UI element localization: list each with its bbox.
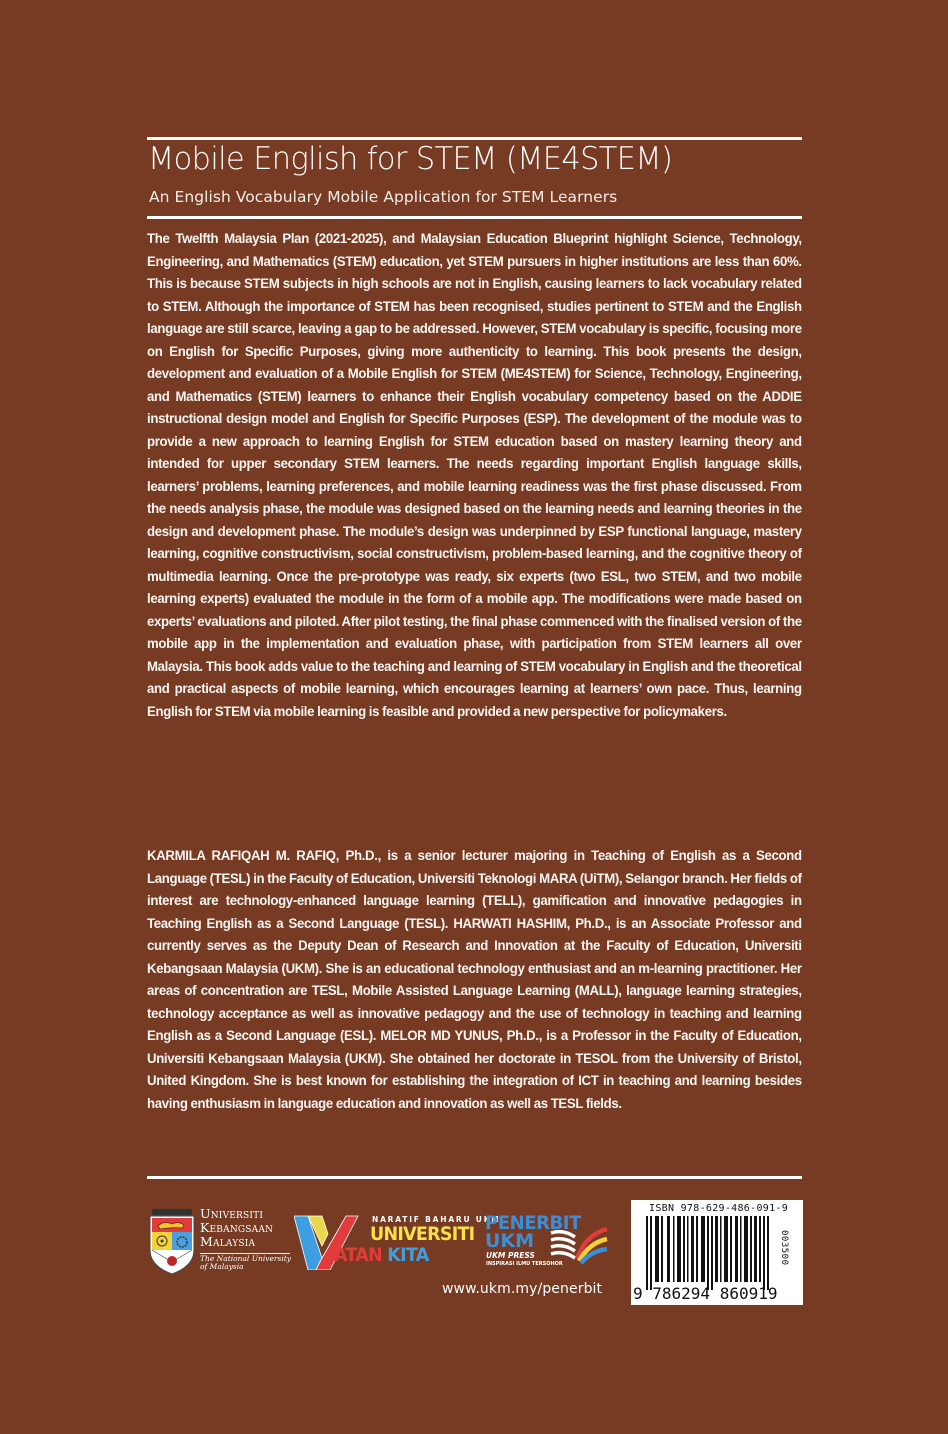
penerbit-press: UKM PRESS bbox=[486, 1251, 535, 1260]
ukm-logo bbox=[148, 1206, 293, 1276]
authors-bio-paragraph: KARMILA RAFIQAH M. RAFIQ, Ph.D., is a senior lecturer majoring in Teaching of English as a Second Language (TESL) in the Faculty of Education, Universiti Teknologi MARA (UiTM), Selangor branch. Her fields of interest are technology-enhanced language learning (TELL), gamification and innovative pedagogies in Teaching English as a Second Language (TESL). HARWATI HASHIM, Ph.D., is an Associate Professor and currently serves as the Deputy Dean of Research and Innovation at the Faculty of Education, Universiti Kebangsaan Malaysia (UKM). She is an educational technology enthusiast and an m-learning practitioner. Her areas of concentration are TESL, Mobile Assisted Language Learning (MALL), language learning strategies, technology acceptance as well as innovative pedagogy and the use of technology in teaching and learning English as a Second Language (ESL). MELOR MD YUNUS, Ph.D., is a Professor in the Faculty of Education, Universiti Kebangsaan Malaysia (UKM). She obtained her doctorate in TESOL from the University of Bristol, United Kingdom. She is best known for establishing the integration of ICT in teaching and learning besides having enthusiasm in language education and innovation as well as TESL fields. bbox=[147, 848, 802, 1112]
ukm-tagline bbox=[200, 1255, 291, 1271]
penerbit-tagline: INSPIRASI ILMU TERSOHOR bbox=[486, 1261, 563, 1267]
ukm-line-2: Kebangsaan bbox=[200, 1220, 274, 1235]
uwk-watan-kita-text bbox=[334, 1244, 429, 1266]
bottom-rule bbox=[147, 1176, 802, 1179]
synopsis-paragraph: The Twelfth Malaysia Plan (2021-2025), and Malaysian Education Blueprint highlight Science, Technology, Engineering, and Mathematics (STEM) education, yet STEM pursuers in higher institutions are less than 60%. This is because STEM subjects in high schools are not in English, causing learners to lack vocabulary related to STEM. Although the importance of STEM has been recognised, studies pertinent to STEM and the English language are still scarce, leaving a gap to be addressed. However, STEM vocabulary is specific, focusing more on English for Specific Purposes, giving more authenticity to learning. This book presents the design, development and evaluation of a Mobile English for STEM (ME4STEM) for Science, Technology, Engineering, and Mathematics (STEM) learners to enhance their English vocabulary competency based on the ADDIE instructional design model and English for Specific Purposes (ESP). The development of the module was to provide a new approach to learning English for STEM education based on mastery learning theory and intended for upper secondary STEM learners. The needs regarding important English language skills, learners’ problems, learning preferences, and mobile learning readiness was the first phase discussed. From the needs analysis phase, the module was designed based on the learning needs and learning theories in the design and development phase. The module’s design was underpinned by ESP functional language, mastery learning, cognitive constructivism, social constructivism, problem-based learning, and the cognitive theory of multimedia learning. Once the pre-prototype was ready, six experts (two ESL, two STEM, and two mobile learning experts) evaluated the module in the form of a mobile app. The modifications were made based on experts’ evaluations and piloted. After pilot testing, the final phase commenced with the finalised version of the mobile app in the implementation and evaluation phase, with participation from STEM learners all over Malaysia. This book adds value to the teaching and learning of STEM vocabulary in English and the theoretical and practical aspects of mobile learning, which encourages learning at learners’ own pace. Thus, learning English for STEM via mobile learning is feasible and provided a new perspective for policymakers. bbox=[147, 231, 802, 720]
ukm-line-1: Universiti bbox=[200, 1206, 264, 1221]
isbn-label: ISBN 978-629-486-091-9 bbox=[649, 1203, 789, 1214]
book-subtitle: An English Vocabulary Mobile Application for STEM Learners bbox=[149, 188, 618, 206]
uwk-watan-word: ATAN bbox=[334, 1244, 388, 1266]
ukm-crest-icon bbox=[148, 1206, 196, 1276]
isbn-barcode bbox=[631, 1200, 803, 1305]
barcode-digits: 9 786294 860919 bbox=[633, 1284, 778, 1303]
penerbit-ukm-logo bbox=[485, 1213, 620, 1273]
ukm-name bbox=[200, 1207, 273, 1249]
universiti-watan-kita-logo bbox=[294, 1212, 501, 1272]
uwk-universiti-text: UNIVERSITI bbox=[370, 1223, 475, 1245]
penerbit-ukm: UKM bbox=[485, 1230, 535, 1252]
ukm-line-3: Malaysia bbox=[200, 1234, 256, 1249]
open-book-icon bbox=[549, 1225, 609, 1267]
publisher-website-link[interactable]: www.ukm.my/penerbit bbox=[442, 1281, 603, 1297]
ukm-tagline-2: of Malaysia bbox=[200, 1262, 244, 1271]
uwk-kita-word: KITA bbox=[387, 1244, 429, 1266]
price-code: 003500 bbox=[779, 1230, 789, 1266]
barcode-icon bbox=[646, 1216, 791, 1290]
penerbit-title: PENERBIT bbox=[485, 1212, 581, 1234]
title-rule bbox=[147, 216, 802, 219]
book-title: Mobile English for STEM (ME4STEM) bbox=[148, 141, 673, 177]
uwk-small-text: NARATIF BAHARU UKM bbox=[372, 1215, 501, 1224]
ukm-tagline-1: The National University bbox=[200, 1254, 292, 1263]
